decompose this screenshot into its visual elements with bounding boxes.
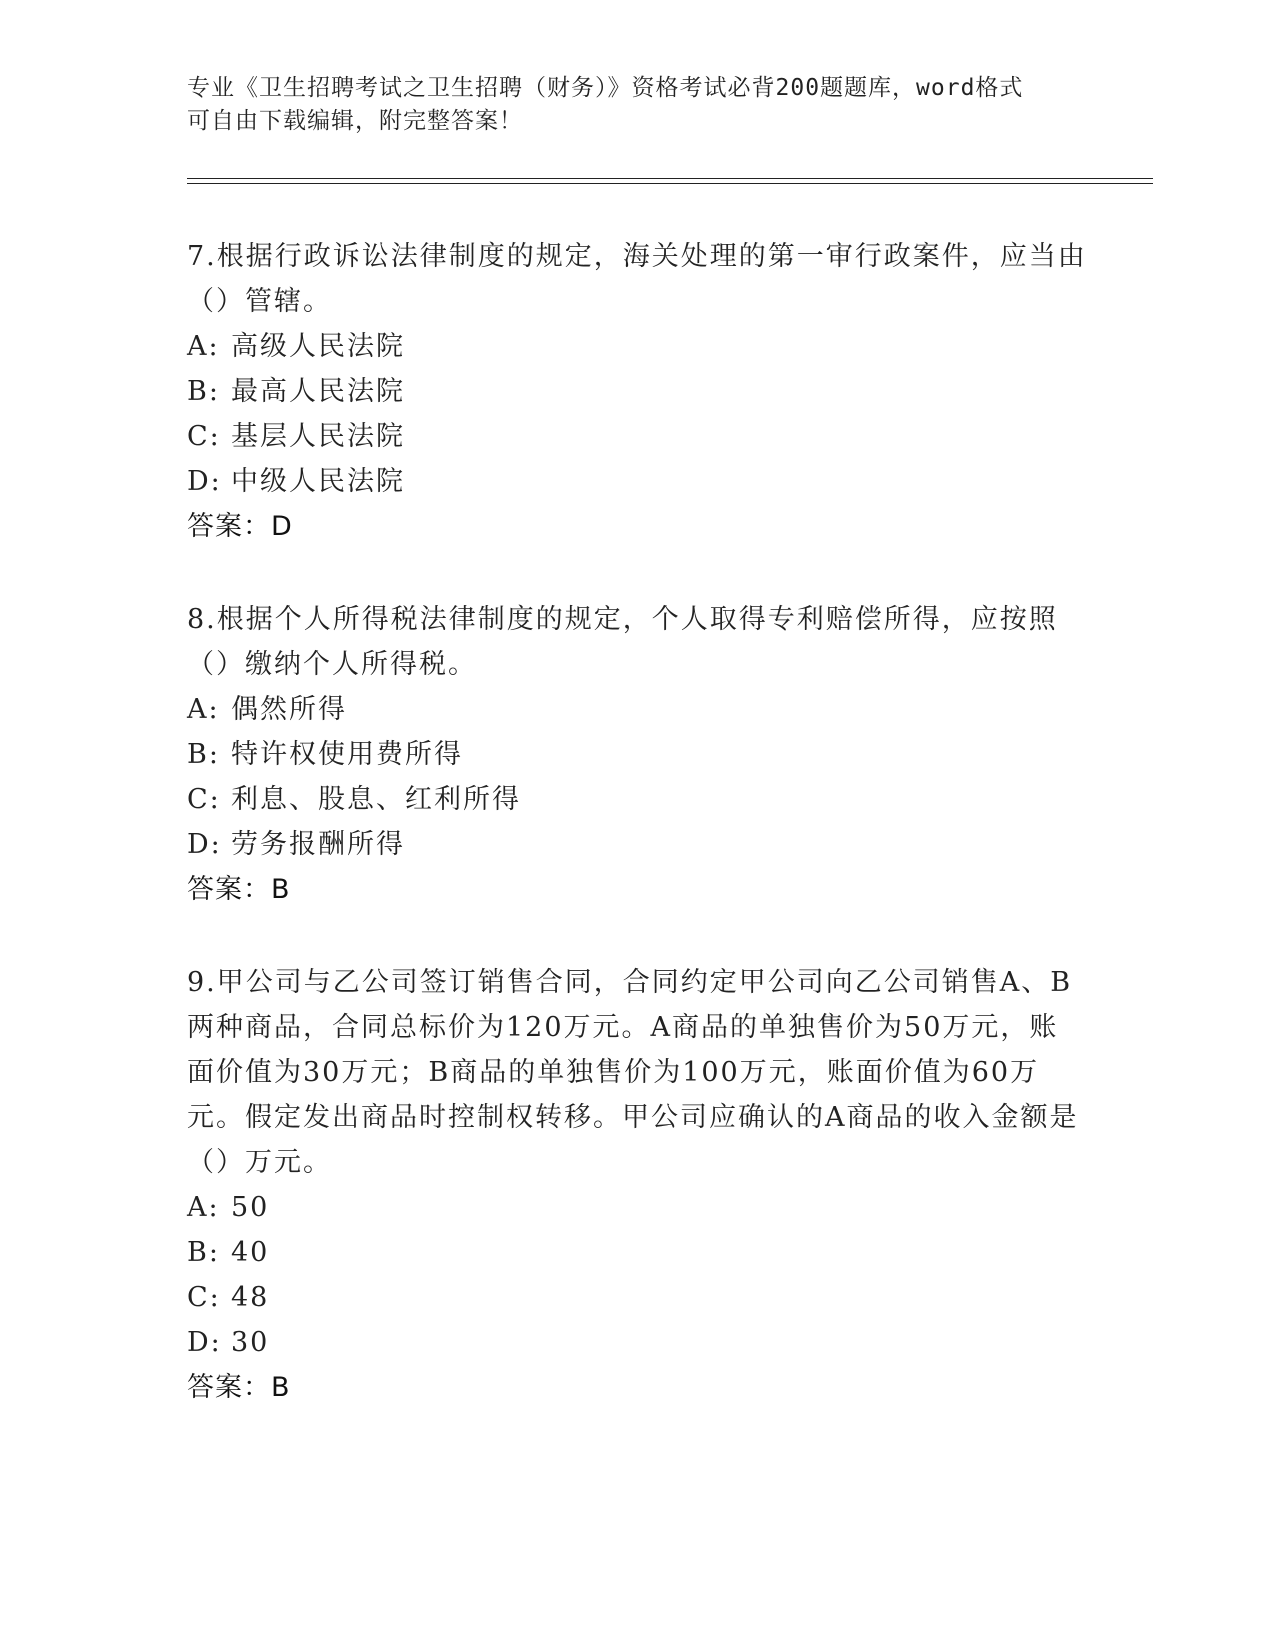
option-text: 偶然所得 [231,694,347,725]
option-b [187,1230,1087,1275]
option-key: A: [187,694,220,725]
question-stem: 8.根据个人所得税法律制度的规定，个人取得专利赔偿所得，应按照（）缴纳个人所得税。 [187,604,1058,680]
option-key: B: [187,376,220,407]
option-key: D: [187,829,222,860]
option-key: B: [187,1237,220,1268]
option-key: B: [187,739,220,770]
option-c [187,414,1087,459]
question-8 [187,597,1087,912]
option-text: 利息、股息、红利所得 [231,784,521,815]
option-list [187,687,1087,867]
option-text: 特许权使用费所得 [231,739,463,770]
question-7 [187,234,1087,549]
option-d [187,1320,1087,1365]
option-d [187,459,1087,504]
option-key: D: [187,1327,222,1358]
option-key: C: [187,1282,221,1313]
answer-line: 答案：B [187,874,291,905]
question-stem: 7.根据行政诉讼法律制度的规定，海关处理的第一审行政案件，应当由（）管辖。 [187,241,1087,317]
option-c [187,777,1087,822]
option-text: 40 [231,1237,270,1268]
option-text: 50 [231,1192,270,1223]
header-line-1: 专业《卫生招聘考试之卫生招聘（财务）》资格考试必背200题题库，word格式 [187,75,1024,101]
option-b [187,732,1087,777]
header-divider-top [187,178,1153,179]
option-key: C: [187,421,221,452]
option-key: A: [187,1192,220,1223]
option-text: 劳务报酬所得 [231,829,405,860]
option-text: 最高人民法院 [231,376,405,407]
document-header [187,72,1077,138]
option-text: 30 [231,1327,270,1358]
option-text: 中级人民法院 [231,466,405,497]
answer-line: 答案：D [187,511,293,542]
option-text: 基层人民法院 [231,421,405,452]
option-a [187,1185,1087,1230]
option-key: A: [187,331,220,362]
option-list [187,1185,1087,1365]
option-d [187,822,1087,867]
option-key: C: [187,784,221,815]
option-text: 高级人民法院 [231,331,405,362]
option-key: D: [187,466,222,497]
question-9 [187,960,1087,1410]
option-b [187,369,1087,414]
answer-line: 答案：B [187,1372,291,1403]
header-line-2: 可自由下载编辑，附完整答案！ [187,108,523,134]
option-a [187,687,1087,732]
option-a [187,324,1087,369]
option-list [187,324,1087,504]
header-divider-bottom [187,183,1153,184]
option-text: 48 [231,1282,270,1313]
question-stem: 9.甲公司与乙公司签订销售合同，合同约定甲公司向乙公司销售A、B两种商品，合同总标价为120万元。A商品的单独售价为50万元，账面价值为30万元；B商品的单独售价为100万元，账面价值为60万元。假定发出商品时控制权转移。甲公司应确认的A商品的收入金额是（）万元。 [187,967,1079,1178]
option-c [187,1275,1087,1320]
